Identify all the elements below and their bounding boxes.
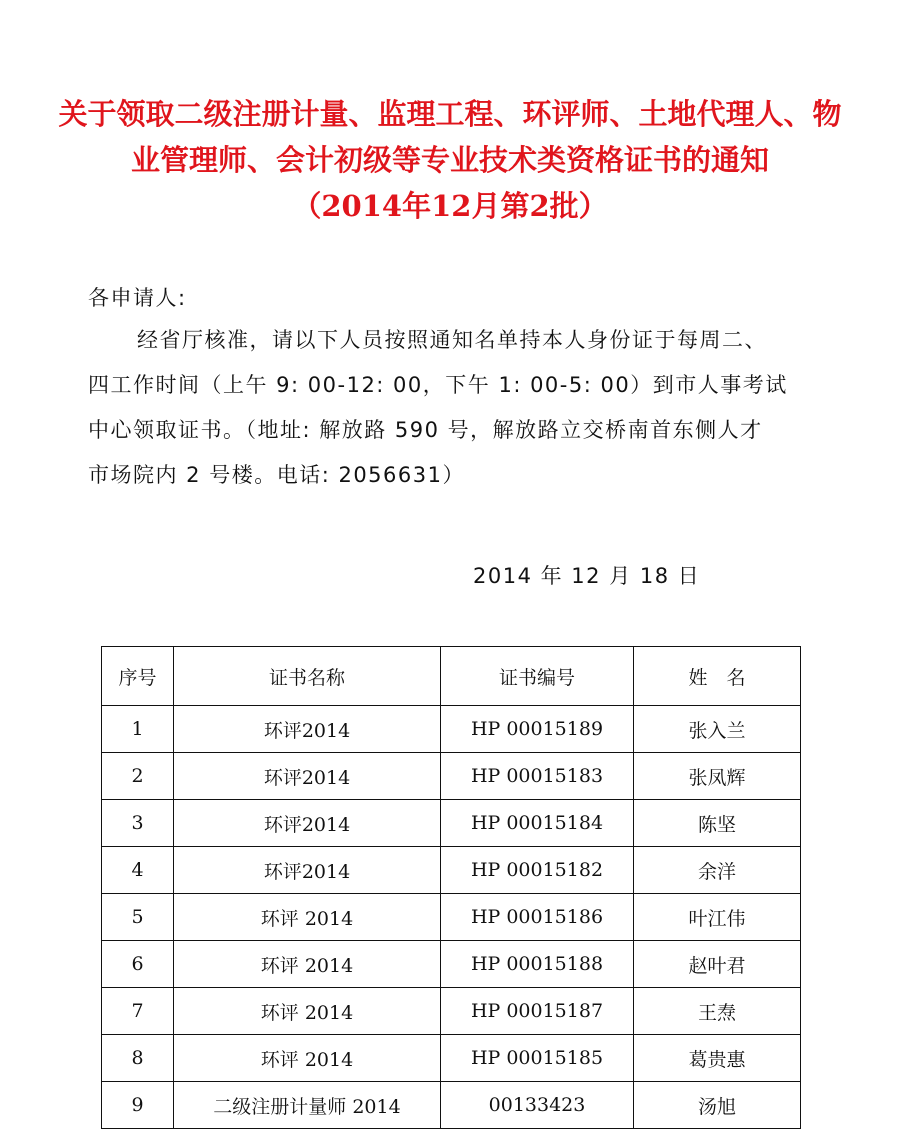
cell-cert-name: 环评 2014 (174, 941, 441, 988)
table-row (102, 941, 801, 988)
cell-person-name: 陈坚 (634, 800, 801, 847)
table-row (102, 706, 801, 753)
cell-seq: 1 (102, 706, 174, 753)
table-row (102, 1035, 801, 1082)
paragraph-line-1: 经省厅核准，请以下人员按照通知名单持本人身份证于每周二、 (137, 328, 767, 352)
cell-cert-name: 环评2014 (174, 800, 441, 847)
paragraph-line-2: 四工作时间（上午 9: 00-12: 00，下午 1: 00-5: 00）到市人事考试 (88, 373, 788, 397)
header-cert-name: 证书名称 (174, 647, 441, 706)
cell-cert-name: 环评2014 (174, 753, 441, 800)
cell-cert-number: HP 00015183 (441, 753, 634, 800)
header-seq: 序号 (102, 647, 174, 706)
certificate-table (101, 646, 801, 1129)
cell-seq: 3 (102, 800, 174, 847)
cell-seq: 2 (102, 753, 174, 800)
cell-cert-number: 00133423 (441, 1082, 634, 1129)
table-row (102, 894, 801, 941)
header-cert-number: 证书编号 (441, 647, 634, 706)
cell-seq: 5 (102, 894, 174, 941)
cell-person-name: 王焘 (634, 988, 801, 1035)
cell-cert-number: HP 00015189 (441, 706, 634, 753)
cell-seq: 9 (102, 1082, 174, 1129)
table-row (102, 847, 801, 894)
cell-seq: 8 (102, 1035, 174, 1082)
header-person-name: 姓 名 (634, 647, 801, 706)
cell-cert-name: 环评2014 (174, 847, 441, 894)
table-row (102, 1082, 801, 1129)
cell-cert-number: HP 00015182 (441, 847, 634, 894)
cell-cert-name: 环评 2014 (174, 988, 441, 1035)
cell-person-name: 叶江伟 (634, 894, 801, 941)
cell-seq: 7 (102, 988, 174, 1035)
cell-seq: 4 (102, 847, 174, 894)
notice-title-line-3: （2014年12月第2批） (292, 189, 608, 223)
cell-person-name: 葛贵惠 (634, 1035, 801, 1082)
cell-cert-name: 环评 2014 (174, 1035, 441, 1082)
cell-person-name: 赵叶君 (634, 941, 801, 988)
notice-date: 2014 年 12 月 18 日 (473, 564, 701, 588)
table-row (102, 800, 801, 847)
paragraph-line-4: 市场院内 2 号楼。电话: 2056631） (88, 463, 465, 487)
salutation: 各申请人: (88, 286, 187, 310)
cell-cert-name: 环评 2014 (174, 894, 441, 941)
cell-cert-number: HP 00015187 (441, 988, 634, 1035)
cell-person-name: 张入兰 (634, 706, 801, 753)
cell-cert-number: HP 00015188 (441, 941, 634, 988)
table-row (102, 988, 801, 1035)
cell-seq: 6 (102, 941, 174, 988)
cell-cert-number: HP 00015184 (441, 800, 634, 847)
notice-title-line-2: 业管理师、会计初级等专业技术类资格证书的通知 (130, 143, 769, 177)
notice-title-line-1: 关于领取二级注册计量、监理工程、环评师、土地代理人、物 (58, 97, 842, 131)
cell-cert-number: HP 00015185 (441, 1035, 634, 1082)
table-header-row (102, 647, 801, 706)
cell-cert-number: HP 00015186 (441, 894, 634, 941)
cell-person-name: 张凤辉 (634, 753, 801, 800)
paragraph-line-3: 中心领取证书。（地址: 解放路 590 号，解放路立交桥南首东侧人才 (88, 418, 763, 442)
cell-cert-name: 二级注册计量师 2014 (174, 1082, 441, 1129)
cell-person-name: 汤旭 (634, 1082, 801, 1129)
table-row (102, 753, 801, 800)
cell-cert-name: 环评2014 (174, 706, 441, 753)
cell-person-name: 余洋 (634, 847, 801, 894)
